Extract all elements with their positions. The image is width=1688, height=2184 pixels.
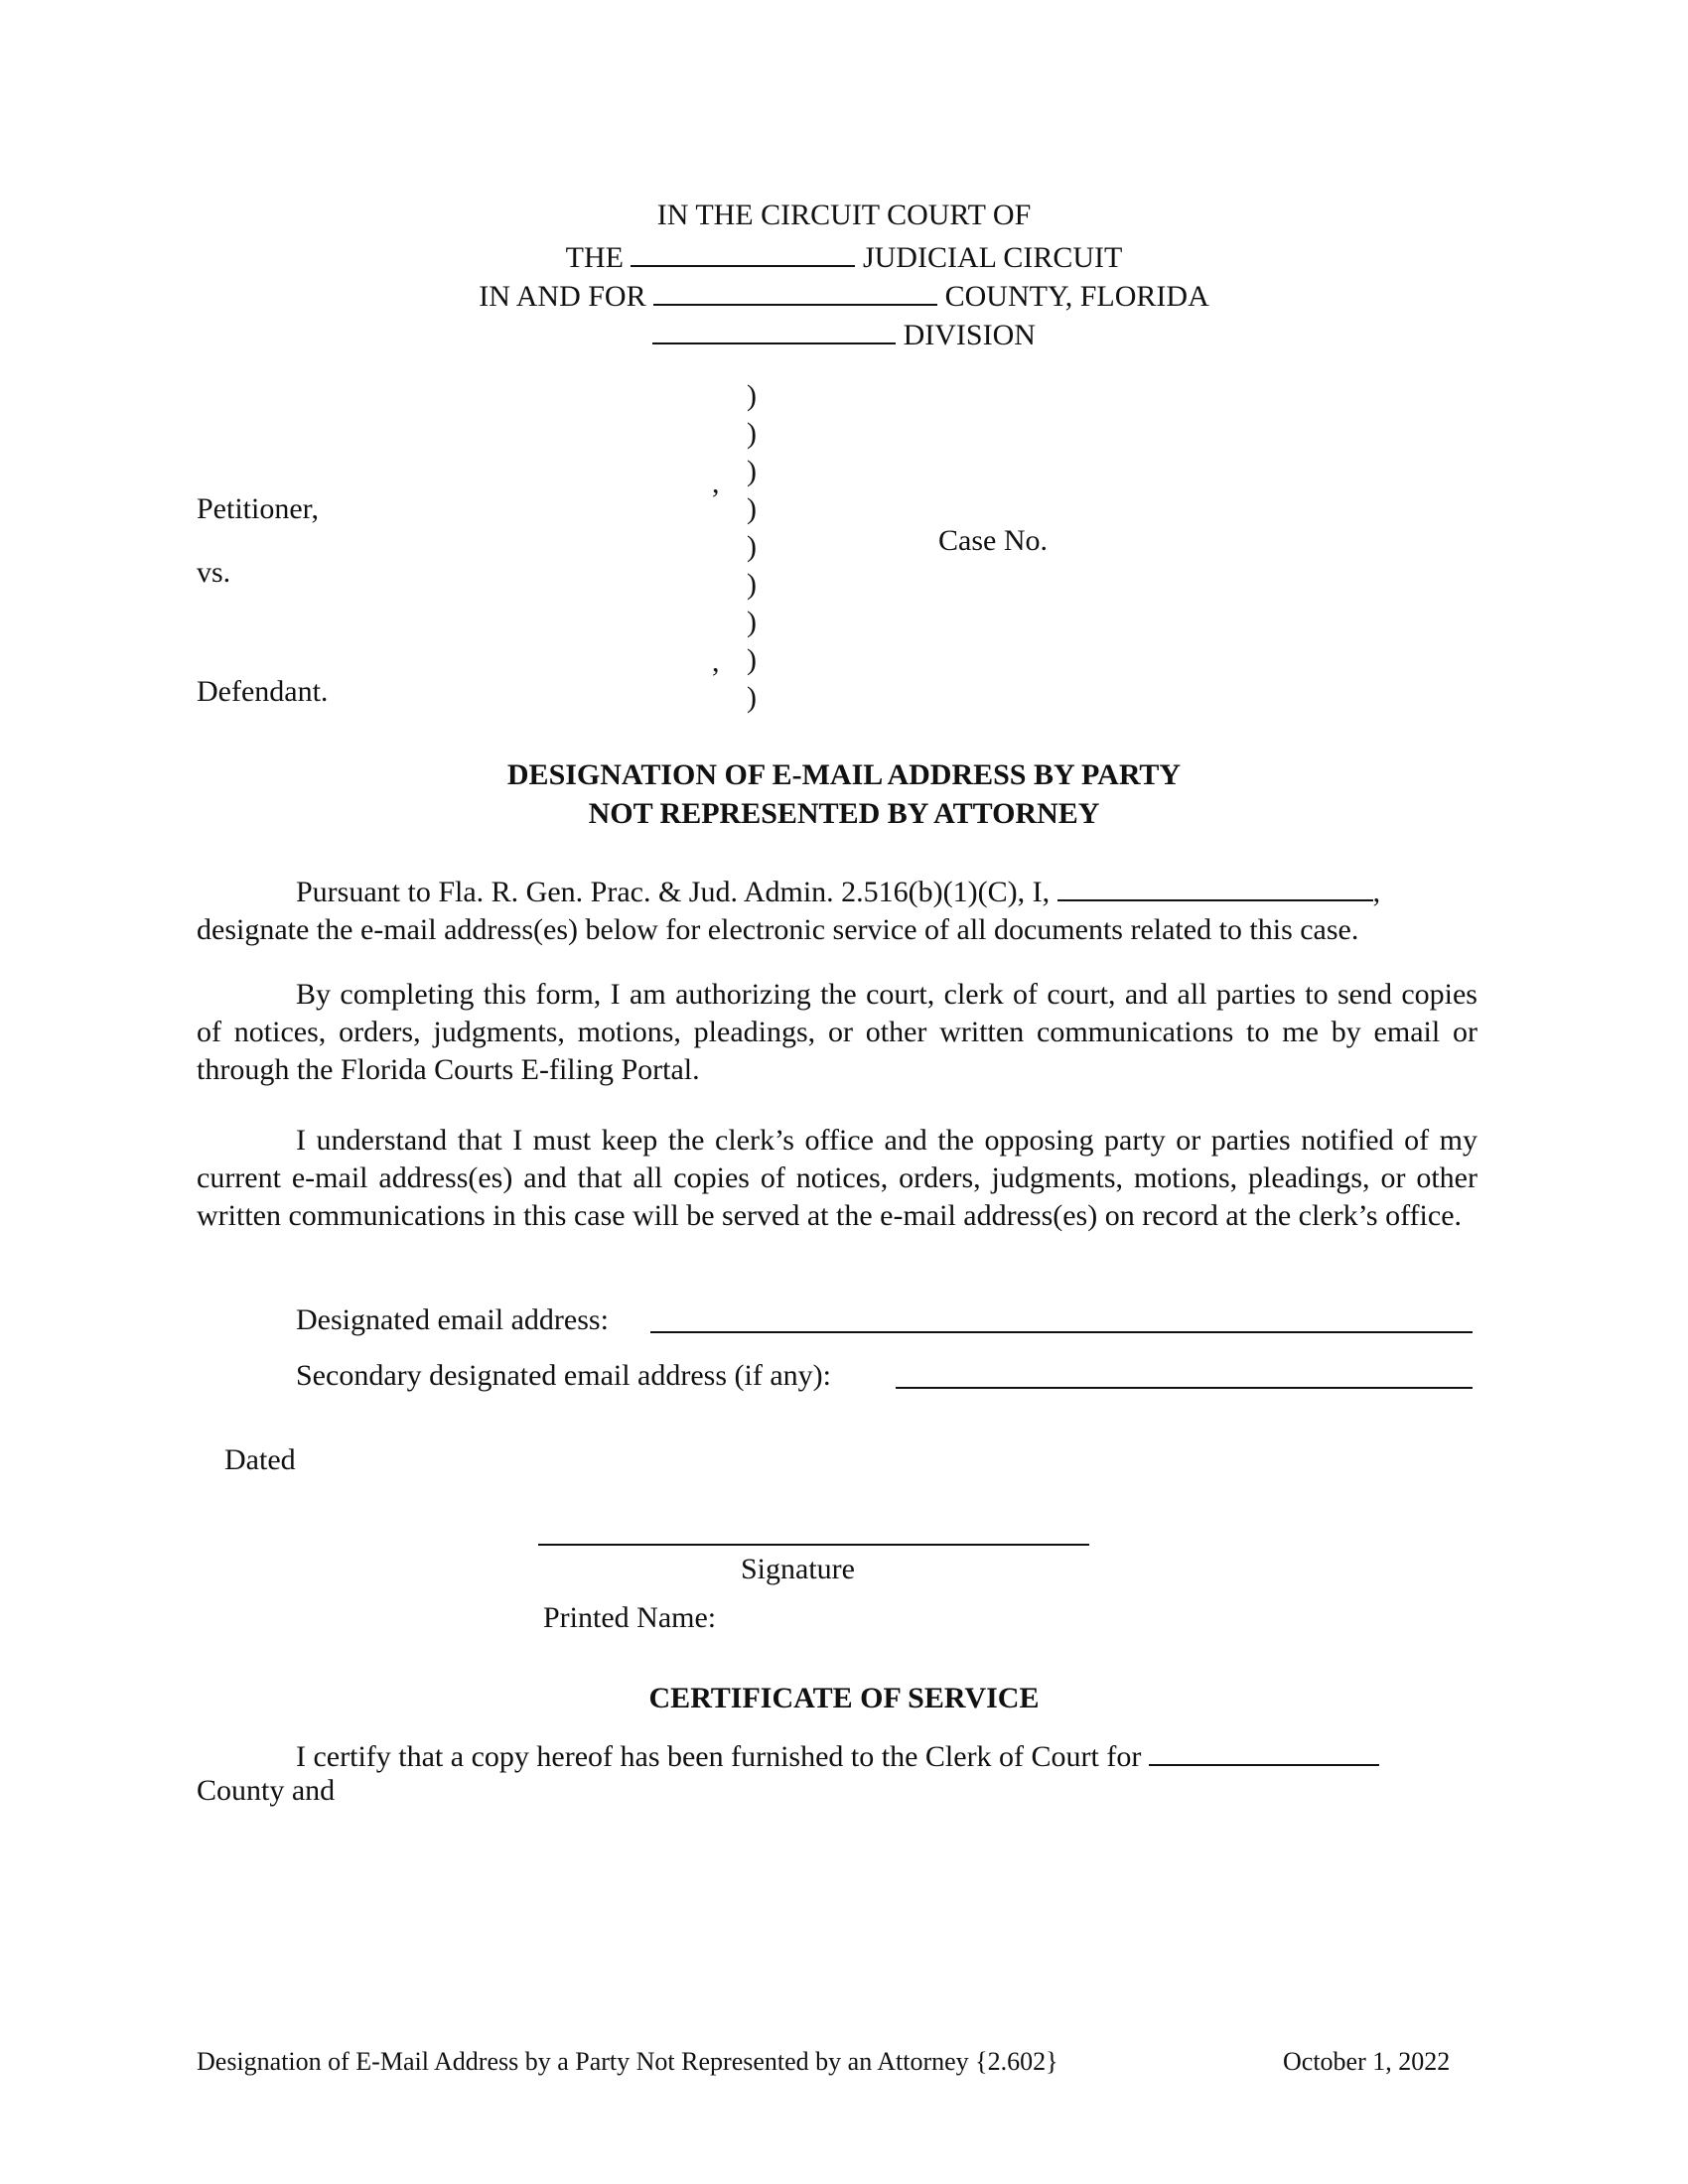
caption-line-1: IN THE CIRCUIT COURT OF: [656, 199, 1032, 231]
court-caption: [0, 197, 1688, 351]
paragraph-understanding: I understand that I must keep the clerk’s office and the opposing party or parties notified of my current e-mail address(es) and that all copies of notices, orders, judgments, motions, pleadings, or other written communications in this case will be served at the e-mail address(es) on record at the clerk’s office.: [197, 1124, 1477, 1232]
certificate-text-line-1: I certify that a copy hereof has been furnished to the Clerk of Court for: [296, 1734, 1379, 1776]
printed-name-label: Printed Name:: [543, 1601, 717, 1634]
caption-line-3: IN AND FOR COUNTY, FLORIDA: [0, 274, 1688, 313]
footer-form-title: Designation of E-Mail Address by a Party Not Represented by an Attorney {2.602}: [197, 2047, 1058, 2076]
secondary-email-label: Secondary designated email address (if any):: [296, 1359, 831, 1392]
designated-email-field[interactable]: [650, 1296, 1473, 1333]
defendant-label: Defendant.: [197, 675, 329, 708]
dated-label: Dated: [224, 1443, 296, 1476]
division-blank[interactable]: [652, 313, 896, 344]
document-title-line-2: NOT REPRESENTED BY ATTORNEY: [588, 797, 1100, 830]
certificate-text-line-2: County and: [197, 1774, 336, 1807]
county-blank[interactable]: [653, 274, 937, 306]
caption-line-2: THE JUDICIAL CIRCUIT: [0, 235, 1688, 274]
caption-line-4: DIVISION: [0, 313, 1688, 351]
designated-email-label: Designated email address:: [296, 1303, 609, 1336]
paragraph-authorization: By completing this form, I am authorizing the court, clerk of court, and all parties to send copies of notices, orders, judgments, motions, pleadings, or other written communications to me by email or through the Florida Courts E-filing Portal.: [197, 978, 1477, 1086]
paragraph-pursuant: Pursuant to Fla. R. Gen. Prac. & Jud. Admin. 2.516(b)(1)(C), I, , designate the e-mail address(es) below for electronic service of all documents related to this case.: [197, 870, 1477, 949]
certificate-county-blank[interactable]: [1149, 1734, 1379, 1766]
defendant-comma: ,: [712, 645, 720, 678]
secondary-email-field[interactable]: [896, 1351, 1473, 1389]
signature-label: Signature: [741, 1553, 855, 1585]
certificate-title: CERTIFICATE OF SERVICE: [648, 1682, 1040, 1714]
case-number-label: Case No.: [938, 524, 1048, 557]
party-name-blank[interactable]: [1057, 870, 1373, 901]
petitioner-comma: ,: [712, 467, 720, 499]
document-title-line-1: DESIGNATION OF E-MAIL ADDRESS BY PARTY: [506, 758, 1182, 791]
vs-label: vs.: [197, 556, 231, 589]
footer-date: October 1, 2022: [1283, 2047, 1451, 2076]
signature-line[interactable]: [538, 1544, 1089, 1546]
judicial-circuit-blank[interactable]: [631, 235, 855, 267]
petitioner-label: Petitioner,: [197, 492, 319, 525]
